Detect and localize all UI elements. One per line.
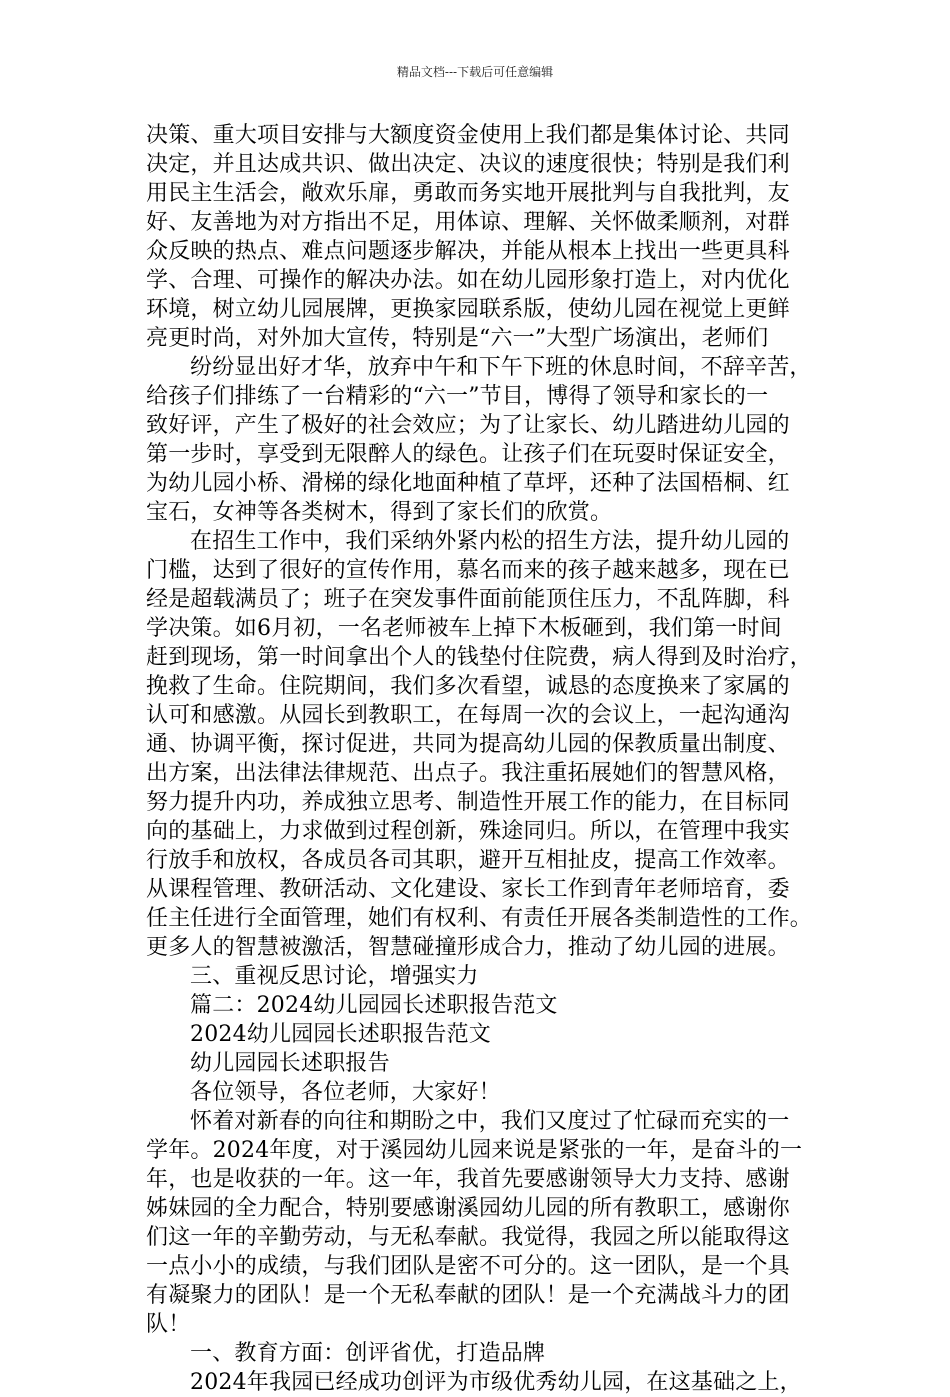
text-line: 经是超载满员了；班子在突发事件面前能顶住压力，不乱阵脚，科: [146, 587, 790, 612]
text-line: 年，也是收获的一年。这一年，我首先要感谢领导大力支持、感谢: [146, 1167, 790, 1192]
text-line: 决定，并且达成共识、做出决定、决议的速度很快；特别是我们利: [146, 152, 790, 177]
text-line: 行放手和放权，各成员各司其职，避开互相扯皮，提高工作效率。: [146, 848, 790, 873]
text-line: 赶到现场，第一时间拿出个人的钱垫付住院费，病人得到及时治疗，: [146, 645, 813, 670]
text-line: 们这一年的辛勤劳动，与无私奉献。我觉得，我园之所以能取得这: [146, 1225, 790, 1250]
text-line: 决策、重大项目安排与大额度资金使用上我们都是集体讨论、共同: [146, 123, 790, 148]
text-line: 第一步时，享受到无限醉人的绿色。让孩子们在玩耍时保证安全，: [146, 442, 790, 467]
text-line: 向的基础上，力求做到过程创新，殊途同归。所以，在管理中我实: [146, 819, 790, 844]
text-line: 在招生工作中，我们采纳外紧内松的招生方法，提升幼儿园的: [190, 529, 790, 554]
text-line: 给孩子们排练了一台精彩的“六一”节目，博得了领导和家长的一: [146, 384, 769, 409]
text-line: 亮更时尚，对外加大宣传，特别是“六一”大型广场演出，老师们: [146, 326, 769, 351]
text-line: 众反映的热点、难点问题逐步解决，并能从根本上找出一些更具科: [146, 239, 790, 264]
text-line: 好、友善地为对方指出不足，用体谅、理解、关怀做柔顺剂，对群: [146, 210, 790, 235]
text-line: 环境，树立幼儿园展牌，更换家园联系版，使幼儿园在视觉上更鲜: [146, 297, 790, 322]
text-line: 篇二：2024幼儿园园长述职报告范文: [190, 993, 558, 1018]
text-line: 门槛，达到了很好的宣传作用，慕名而来的孩子越来越多，现在已: [146, 558, 790, 583]
text-line: 姊妹园的全力配合，特别要感谢溪园幼儿园的所有教职工，感谢你: [146, 1196, 790, 1221]
text-line: 幼儿园园长述职报告: [190, 1051, 390, 1076]
text-line: 纷纷显出好才华，放弃中午和下午下班的休息时间，不辞辛苦，: [190, 355, 812, 380]
text-line: 致好评，产生了极好的社会效应；为了让家长、幼儿踏进幼儿园的: [146, 413, 790, 438]
text-line: 通、协调平衡，探讨促进，共同为提高幼儿园的保教质量出制度、: [146, 732, 790, 757]
document-body: [146, 121, 822, 1397]
text-line: 有凝聚力的团队！是一个无私奉献的团队！是一个充满战斗力的团: [146, 1283, 790, 1308]
text-line: 怀着对新春的向往和期盼之中，我们又度过了忙碌而充实的一: [190, 1109, 790, 1134]
text-line: 认可和感激。从园长到教职工，在每周一次的会议上，一起沟通沟: [146, 703, 790, 728]
text-line: 更多人的智慧被激活，智慧碰撞形成合力，推动了幼儿园的进展。: [146, 935, 790, 960]
text-line: 各位领导，各位老师，大家好！: [190, 1080, 501, 1105]
text-line: 学年。2024年度，对于溪园幼儿园来说是紧张的一年，是奋斗的一: [146, 1138, 803, 1163]
text-line: 2024年我园已经成功创评为市级优秀幼儿园，在这基础之上，: [190, 1370, 802, 1395]
text-line: 出方案，出法律法律规范、出点子。我注重拓展她们的智慧风格，: [146, 761, 790, 786]
text-line: 2024幼儿园园长述职报告范文: [190, 1022, 491, 1047]
text-line: 宝石，女神等各类树木，得到了家长们的欣赏。: [146, 500, 613, 525]
text-line: 用民主生活会，敞欢乐扉，勇敢而务实地开展批判与自我批判，友: [146, 181, 790, 206]
text-line: 一点小小的成绩，与我们团队是密不可分的。这一团队，是一个具: [146, 1254, 790, 1279]
text-line: 从课程管理、教研活动、文化建设、家长工作到青年老师培育，委: [146, 877, 790, 902]
text-line: 努力提升内功，养成独立思考、制造性开展工作的能力，在目标同: [146, 790, 790, 815]
text-line: 一、教育方面：创评省优，打造品牌: [190, 1341, 546, 1366]
text-line: 三、重视反思讨论，增强实力: [190, 964, 479, 989]
text-line: 任主任进行全面管理，她们有权利、有责任开展各类制造性的工作。: [146, 906, 813, 931]
text-line: 为幼儿园小桥、滑梯的绿化地面种植了草坪，还种了法国梧桐、红: [146, 471, 790, 496]
header-watermark: 精品文档---下载后可任意编辑: [396, 65, 554, 79]
text-line: 学决策。如6月初，一名老师被车上掉下木板砸到，我们第一时间: [146, 616, 782, 641]
text-line: 学、合理、可操作的解决办法。如在幼儿园形象打造上，对内优化: [146, 268, 790, 293]
text-line: 队！: [146, 1312, 191, 1337]
text-line: 挽救了生命。住院期间，我们多次看望，诚恳的态度换来了家属的: [146, 674, 790, 699]
